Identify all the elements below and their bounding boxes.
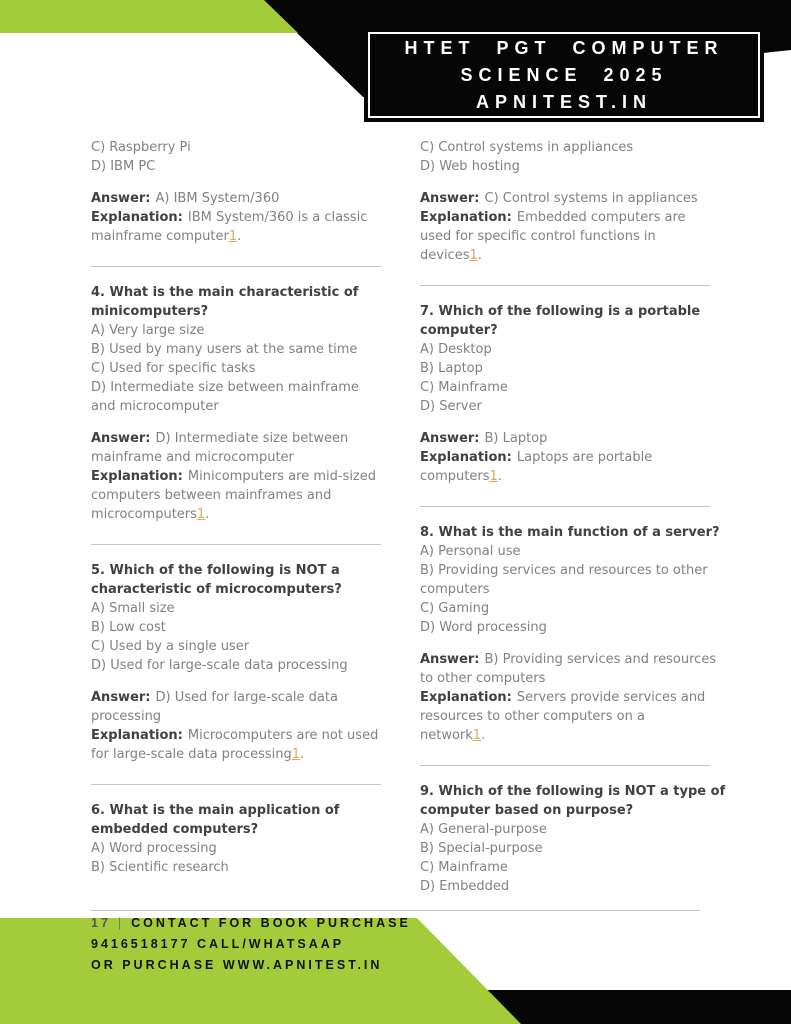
answer-explanation [420, 189, 710, 265]
sentence-period: . [300, 747, 305, 762]
option-line: A) Small size [91, 601, 175, 616]
left-column [91, 138, 381, 877]
answer-line [420, 650, 717, 669]
option-line: C) Mainframe [420, 860, 508, 875]
footer-website-text: OR PURCHASE WWW.APNITEST.IN [91, 958, 383, 972]
option-line: C) Control systems in appliances [420, 140, 634, 155]
option-line: B) Providing services and resources to other [420, 563, 708, 578]
explanation-text: resources to other computers on a [420, 709, 645, 724]
option-line: D) Intermediate size between mainframe [91, 380, 359, 395]
answer-explanation [91, 189, 381, 246]
option-line: C) Gaming [420, 601, 490, 616]
question-title-line: 4. What is the main characteristic of [91, 285, 359, 300]
exam-title-box [368, 32, 760, 118]
explanation-line [91, 227, 381, 246]
answer-label: Answer: [420, 652, 480, 667]
exam-title-line-2: SCIENCE 2025 [460, 64, 668, 85]
answer-label: Answer: [420, 191, 480, 206]
exam-title-line-1: HTET PGT COMPUTER [404, 37, 724, 58]
question-title-line: 5. Which of the following is NOT a [91, 563, 340, 578]
answer-text: B) Providing services and resources [484, 652, 717, 667]
bottom-divider [91, 910, 700, 911]
section-divider [420, 506, 710, 507]
explanation-line [420, 726, 710, 745]
question-title-line: 9. Which of the following is NOT a type of [420, 784, 726, 799]
exam-title-line-3: APNITEST.IN [475, 91, 652, 112]
option-line: A) Personal use [420, 544, 521, 559]
answer-text: D) Used for large-scale data [155, 690, 338, 705]
option-line: D) Server [420, 399, 482, 414]
section-divider [91, 266, 381, 267]
explanation-text: Embedded computers are [516, 210, 686, 225]
explanation-text: Servers provide services and [516, 690, 706, 705]
explanation-text: Microcomputers are not used [187, 728, 379, 743]
question-title-line: 6. What is the main application of [91, 803, 340, 818]
explanation-text: network [420, 728, 473, 743]
question-title-line: 8. What is the main function of a server? [420, 525, 720, 540]
footer-contact-block [91, 913, 411, 976]
answer-line [91, 189, 381, 208]
answer-line [420, 429, 710, 448]
sentence-period: . [481, 728, 486, 743]
answer-line [91, 688, 381, 707]
option-line: C) Used by a single user [91, 639, 250, 654]
question-title-line: characteristic of microcomputers? [91, 582, 342, 597]
answer-text: C) Control systems in appliances [484, 191, 698, 206]
explanation-label: Explanation: [91, 728, 183, 743]
footer-separator: | [117, 916, 125, 930]
option-line: computers [420, 582, 490, 597]
sentence-period: . [237, 229, 242, 244]
explanation-line [420, 227, 710, 246]
question [420, 523, 720, 637]
explanation-text: microcomputers [91, 507, 197, 522]
option-line: D) Word processing [420, 620, 547, 635]
answer-label: Answer: [91, 690, 151, 705]
footer-contact-text: CONTACT FOR BOOK PURCHASE [131, 916, 411, 930]
option-line: A) Very large size [91, 323, 205, 338]
question [91, 801, 381, 877]
section-divider [420, 285, 710, 286]
explanation-text: devices [420, 248, 470, 263]
footer-phone-text: 9416518177 CALL/WHATSAAP [91, 937, 345, 951]
question-title-line: 7. Which of the following is a portable [420, 304, 701, 319]
option-line: B) Low cost [91, 620, 166, 635]
section-divider [420, 765, 710, 766]
explanation-line [420, 688, 710, 707]
answer-line: to other computers [420, 671, 546, 686]
option-line: B) Used by many users at the same time [91, 342, 358, 357]
explanation-line [91, 208, 381, 227]
option-line: D) Embedded [420, 879, 510, 894]
question [91, 283, 381, 416]
option-line: A) General-purpose [420, 822, 547, 837]
section-divider [91, 544, 381, 545]
option-line: C) Mainframe [420, 380, 508, 395]
right-column [420, 138, 726, 896]
explanation-label: Explanation: [91, 469, 183, 484]
explanation-line [420, 467, 710, 486]
answer-line: processing [91, 709, 162, 724]
section-divider [91, 784, 381, 785]
option-line: D) Web hosting [420, 159, 520, 174]
question-title-line: minicomputers? [91, 304, 209, 319]
explanation-text: Minicomputers are mid-sized [187, 469, 377, 484]
question [91, 561, 381, 675]
explanation-label: Explanation: [420, 210, 512, 225]
option-line: A) Word processing [91, 841, 217, 856]
explanation-line [91, 505, 381, 524]
answer-explanation [91, 429, 381, 524]
option-line: B) Laptop [420, 361, 483, 376]
option-line: and microcomputer [91, 399, 219, 414]
page-number: 17 [91, 916, 111, 930]
option-line: D) IBM PC [91, 159, 156, 174]
question-title-line: computer? [420, 323, 498, 338]
citation-link[interactable]: 1 [469, 248, 478, 263]
sentence-period: . [205, 507, 210, 522]
option-line: D) Used for large-scale data processing [91, 658, 348, 673]
option-line: A) Desktop [420, 342, 492, 357]
option-line: B) Scientific research [91, 860, 229, 875]
explanation-text: Laptops are portable [516, 450, 653, 465]
explanation-text: computers [420, 469, 490, 484]
explanation-line [420, 208, 710, 227]
explanation-text: mainframe computer [91, 229, 229, 244]
explanation-text: used for specific control functions in [420, 229, 656, 244]
explanation-text: for large-scale data processing [91, 747, 292, 762]
answer-text: A) IBM System/360 [155, 191, 280, 206]
option-line: B) Special-purpose [420, 841, 543, 856]
explanation-line [420, 246, 710, 265]
citation-link[interactable]: 1 [472, 728, 482, 743]
explanation-line [91, 726, 381, 745]
explanation-line [91, 486, 381, 505]
header-green-stripe [0, 0, 310, 33]
answer-label: Answer: [91, 191, 151, 206]
answer-explanation [91, 688, 381, 764]
sentence-period: . [497, 469, 502, 484]
explanation-label: Explanation: [420, 690, 512, 705]
explanation-line [420, 707, 710, 726]
answer-text: D) Intermediate size between [155, 431, 349, 446]
footer-line-1 [91, 913, 411, 934]
option-line: C) Used for specific tasks [91, 361, 256, 376]
answer-label: Answer: [420, 431, 480, 446]
answer-text: B) Laptop [484, 431, 548, 446]
explanation-label: Explanation: [91, 210, 183, 225]
explanation-label: Explanation: [420, 450, 512, 465]
explanation-line [91, 745, 381, 764]
explanation-line [91, 467, 381, 486]
sentence-period: . [477, 248, 482, 263]
answer-explanation [420, 650, 717, 745]
answer-line [91, 429, 381, 448]
explanation-text: IBM System/360 is a classic [187, 210, 368, 225]
citation-link[interactable]: 1 [291, 747, 301, 762]
citation-link[interactable]: 1 [489, 469, 498, 484]
answer-explanation [420, 429, 710, 486]
answer-line: mainframe and microcomputer [91, 450, 294, 465]
citation-link[interactable]: 1 [228, 229, 238, 244]
citation-link[interactable]: 1 [196, 507, 206, 522]
question-title-line: embedded computers? [91, 822, 259, 837]
explanation-text: computers between mainframes and [91, 488, 332, 503]
question-title-line: computer based on purpose? [420, 803, 634, 818]
question [420, 302, 710, 416]
answer-line [420, 189, 710, 208]
answer-label: Answer: [91, 431, 151, 446]
question [420, 782, 726, 896]
option-line: C) Raspberry Pi [91, 140, 191, 155]
explanation-line [420, 448, 710, 467]
